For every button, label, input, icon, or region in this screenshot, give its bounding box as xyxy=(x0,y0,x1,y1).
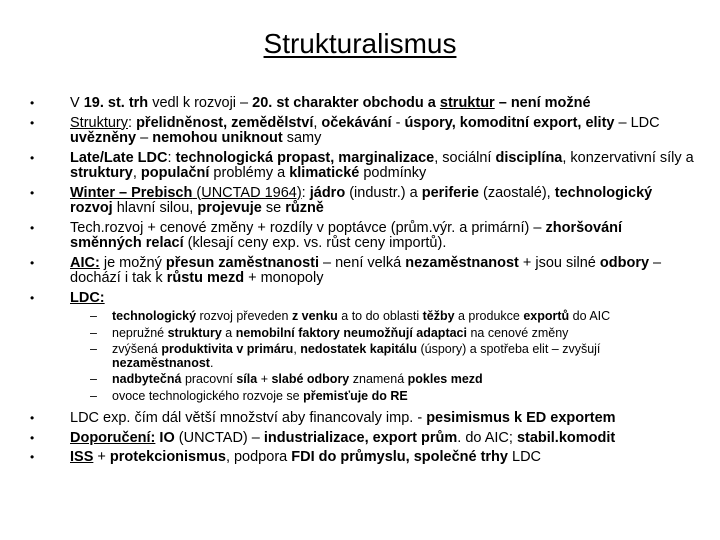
text-run: nezaměstnanost xyxy=(112,355,210,370)
text-run: nadbytečná xyxy=(112,372,182,386)
text-run: Winter – Prebisch xyxy=(70,184,193,201)
text-run: znamená xyxy=(349,372,408,386)
text-run: pesimismus k ED exportem xyxy=(426,410,616,426)
text-run: - xyxy=(391,114,405,131)
text-run: uvězněny xyxy=(70,130,137,146)
bullet-mark: • xyxy=(30,220,35,235)
text-run: se xyxy=(261,200,286,216)
text-run: rozvoj převeden xyxy=(196,309,292,323)
text-run: (UNCTAD 1964) xyxy=(192,184,302,201)
bullet-item xyxy=(30,411,695,427)
text-run: z venku xyxy=(291,309,338,323)
text-run: LDC: xyxy=(70,289,105,306)
text-run: zvýšená xyxy=(112,342,162,356)
text-run: – LDC xyxy=(614,114,660,131)
sub-item xyxy=(90,310,695,324)
dash-mark: – xyxy=(90,309,97,323)
bullet-text xyxy=(70,430,615,446)
text-run: produktivita v primáru xyxy=(161,342,294,356)
bullet-item xyxy=(30,450,695,466)
text-run: růstu mezd xyxy=(166,270,245,286)
text-run: + monopoly xyxy=(244,270,324,286)
bullet-mark: • xyxy=(30,290,35,305)
sub-item-text xyxy=(112,389,408,403)
bullet-text xyxy=(70,220,622,252)
text-run: – není možné xyxy=(494,95,591,111)
bullet-mark: • xyxy=(30,96,35,110)
text-run: těžby xyxy=(422,309,455,323)
text-run: nemohou uniknout xyxy=(152,130,283,146)
bullet-mark: • xyxy=(30,185,35,200)
bullet-text xyxy=(70,150,694,182)
text-run: protekcionismus xyxy=(109,449,226,465)
text-run: IO xyxy=(159,429,175,446)
text-run: struktur xyxy=(439,95,495,111)
text-run: hlavní silou, xyxy=(112,200,198,216)
bullet-item xyxy=(30,256,695,287)
bullet-item xyxy=(30,186,695,217)
text-run: problémy a xyxy=(209,165,290,181)
text-run: samy xyxy=(282,130,322,146)
text-run: pokles mezd xyxy=(407,372,483,386)
text-run: . do AIC; xyxy=(457,429,517,446)
bullet-mark: • xyxy=(30,150,35,165)
text-run: jádro xyxy=(309,184,346,201)
sub-item xyxy=(90,327,695,341)
text-run: nemobilní faktory neumožňují adaptaci xyxy=(235,325,467,340)
text-run: nezaměstnanost xyxy=(405,254,519,271)
sub-item-text xyxy=(112,372,483,386)
text-run: přelidněnost, zemědělství xyxy=(136,114,314,131)
text-run: projevuje xyxy=(197,200,262,216)
bullet-item xyxy=(30,221,695,252)
text-run: očekávání xyxy=(321,114,392,131)
text-run: + jsou silné xyxy=(518,254,600,271)
text-run: technologický xyxy=(112,309,197,323)
text-run: struktury xyxy=(167,325,222,340)
bullet-text xyxy=(70,410,616,426)
bullet-item xyxy=(30,151,695,182)
text-run: technologická propast, marginalizace xyxy=(175,149,435,166)
ldc-sublist xyxy=(90,310,695,403)
text-run: klimatické xyxy=(289,165,360,181)
text-run: na cenové změny xyxy=(466,325,569,340)
bullet-item xyxy=(30,96,695,112)
text-run: industrializace, export prům xyxy=(263,429,458,446)
sub-item-text xyxy=(112,342,600,370)
text-run: je možný xyxy=(99,254,166,271)
text-run: populační xyxy=(140,165,210,181)
dash-mark: – xyxy=(90,372,97,386)
text-run: : xyxy=(128,114,137,131)
bullet-mark: • xyxy=(30,430,35,445)
text-run: (zaostalé), xyxy=(478,184,555,201)
bullet-mark: • xyxy=(30,450,35,464)
text-run: technologický rozvoj xyxy=(70,184,653,216)
sub-item-text xyxy=(112,326,568,340)
text-run: (úspory) a spotřeba elit – zvyšují xyxy=(416,342,601,356)
text-run: ISS xyxy=(70,449,94,465)
text-run: přesun zaměstnanosti xyxy=(165,254,319,271)
text-run: slabé odbory xyxy=(271,372,350,386)
text-run: + xyxy=(93,449,110,465)
bullet-mark: • xyxy=(30,115,35,130)
bullet-text xyxy=(70,290,105,306)
text-run: , konzervativní síly a xyxy=(562,149,694,166)
dash-mark: – xyxy=(90,342,97,356)
sub-item xyxy=(90,343,695,370)
text-run: zhoršování směnných relací xyxy=(70,219,623,251)
text-run: : xyxy=(167,149,176,166)
text-run: a xyxy=(221,325,236,340)
text-run: , xyxy=(293,342,301,356)
text-run: . xyxy=(209,355,214,370)
text-run: různě xyxy=(285,200,324,216)
text-run: úspory, komoditní export, elity xyxy=(404,114,615,131)
text-run: disciplína xyxy=(495,149,563,166)
bullet-item xyxy=(30,116,695,147)
text-run: – dochází i tak k xyxy=(70,254,662,286)
text-run: , sociální xyxy=(434,149,496,166)
text-run: ovoce technologického rozvoje se xyxy=(112,388,304,403)
text-run: LDC exp. čím dál větší množství aby financovaly imp. - xyxy=(70,410,427,426)
text-run: pracovní xyxy=(181,372,237,386)
sub-item xyxy=(90,390,695,404)
text-run: – není velká xyxy=(319,254,406,271)
text-run: , xyxy=(313,114,322,131)
text-run: 20. st charakter obchodu a xyxy=(252,95,440,111)
text-run: + xyxy=(257,372,272,386)
sub-item xyxy=(90,373,695,387)
bullet-mark: • xyxy=(30,255,35,270)
dash-mark: – xyxy=(90,388,97,403)
text-run: do AIC xyxy=(569,309,611,323)
bullet-mark: • xyxy=(30,411,35,425)
slide-title: Strukturalismus xyxy=(263,28,457,59)
text-run: odbory xyxy=(599,254,650,271)
bullet-text xyxy=(70,449,541,465)
dash-mark: – xyxy=(90,325,97,340)
bullet-text xyxy=(70,185,652,217)
bullet-list xyxy=(30,96,695,470)
text-run: V xyxy=(70,95,84,111)
text-run: přemisťuje do RE xyxy=(303,388,408,403)
text-run: nedostatek kapitálu xyxy=(300,342,417,356)
text-run: struktury xyxy=(70,165,133,181)
text-run: stabil.komodit xyxy=(516,429,616,446)
text-run: LDC xyxy=(507,449,542,465)
text-run: Late/Late LDC xyxy=(70,149,168,166)
bullet-text xyxy=(70,95,591,111)
text-run: vedl k rozvoji – xyxy=(148,95,253,111)
text-run: , podpora xyxy=(225,449,292,465)
text-run: a produkce xyxy=(454,309,524,323)
text-run: a to do oblasti xyxy=(337,309,423,323)
text-run: FDI do průmyslu, společné trhy xyxy=(291,449,508,465)
bullet-text xyxy=(70,255,661,287)
text-run: , xyxy=(132,165,141,181)
sub-item-text xyxy=(112,309,610,323)
text-run: Tech.rozvoj + cenové změny + rozdíly v poptávce (prům.výr. a primární) – xyxy=(70,219,546,236)
text-run: 19. st. trh xyxy=(83,95,149,111)
bullet-item xyxy=(30,291,695,307)
text-run: (UNCTAD) – xyxy=(174,429,264,446)
text-run: : xyxy=(301,184,310,201)
text-run: nepružné xyxy=(112,325,168,340)
text-run: – xyxy=(136,130,153,146)
text-run: (klesají ceny exp. vs. růst ceny importů). xyxy=(183,235,447,251)
text-run: Struktury xyxy=(70,114,129,131)
bullet-item xyxy=(30,431,695,447)
bullet-text xyxy=(70,115,660,147)
text-run: podmínky xyxy=(359,165,427,181)
text-run: (industr.) a xyxy=(345,184,422,201)
text-run: periferie xyxy=(421,184,479,201)
text-run: AIC: xyxy=(70,254,100,271)
text-run: Doporučení: xyxy=(70,429,156,446)
text-run: síla xyxy=(236,372,258,386)
text-run: exportů xyxy=(523,309,570,323)
